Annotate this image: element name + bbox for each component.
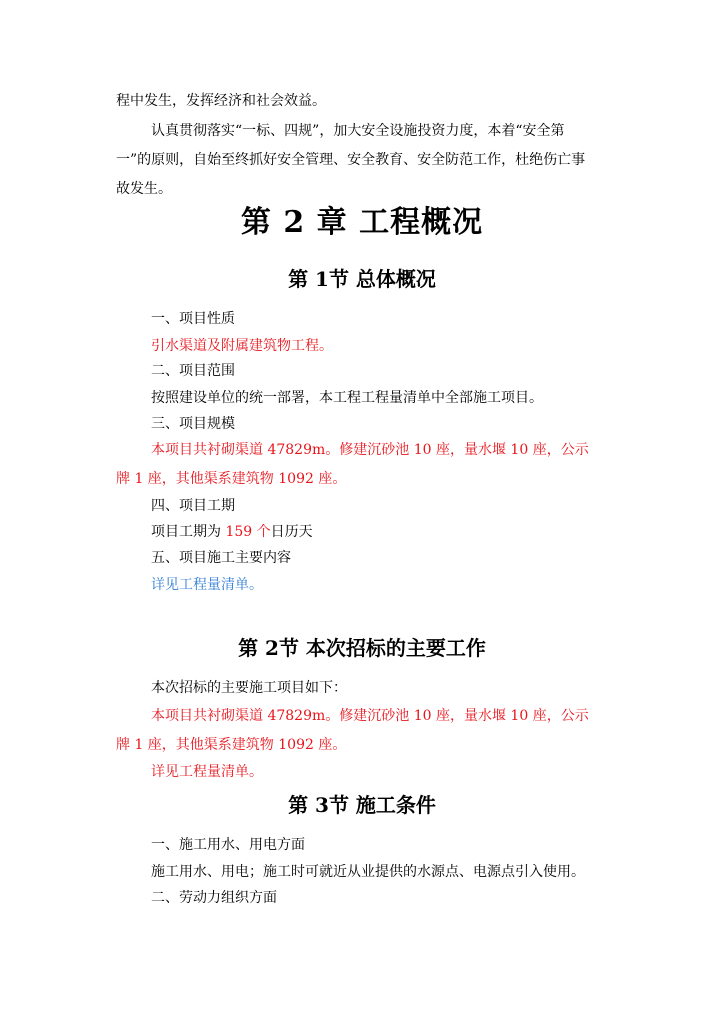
project-nature-text: 引水渠道及附属建筑物工程。: [151, 338, 333, 354]
intro-line-2: 认真贯彻落实“一标、四规”，加大安全设施投资力度，本着“安全第: [151, 123, 565, 139]
project-scope-heading: 二、项目范围: [151, 363, 235, 379]
labor-heading: 二、劳动力组织方面: [151, 890, 277, 906]
project-scale-line-2: 牌 1 座，其他渠系建筑物 1092 座。: [116, 471, 347, 487]
tender-detail: 详见工程量清单。: [151, 764, 263, 780]
period-suffix: 日历天: [270, 524, 313, 540]
project-period-heading: 四、项目工期: [151, 498, 235, 514]
project-scale-line-1: 本项目共衬砌渠道 47829m。修建沉砂池 10 座，量水堰 10 座，公示: [151, 442, 589, 458]
intro-line-3: 一”的原则，自始至终抓好安全管理、安全教育、安全防范工作，杜绝伤亡事: [116, 152, 586, 168]
section-3-title: 第 3节 施工条件: [288, 793, 436, 817]
project-nature-heading: 一、项目性质: [151, 311, 235, 327]
water-power-heading: 一、施工用水、用电方面: [151, 837, 305, 853]
project-scope-text: 按照建设单位的统一部署，本工程工程量清单中全部施工项目。: [151, 390, 543, 406]
chapter-title: 第 2 章 工程概况: [240, 205, 484, 240]
tender-scale-line-1: 本项目共衬砌渠道 47829m。修建沉砂池 10 座，量水堰 10 座，公示: [151, 708, 589, 724]
section-2-title: 第 2节 本次招标的主要工作: [238, 636, 486, 660]
section-1-title: 第 1节 总体概况: [288, 267, 436, 291]
water-power-text: 施工用水、用电；施工时可就近从业提供的水源点、电源点引入使用。: [151, 864, 585, 880]
tender-intro: 本次招标的主要施工项目如下：: [151, 680, 347, 696]
period-prefix: 项目工期为: [151, 524, 226, 540]
period-value: 159 个: [225, 524, 271, 540]
project-scale-heading: 三、项目规模: [151, 416, 235, 432]
intro-line-4: 故发生。: [116, 181, 172, 197]
tender-scale-line-2: 牌 1 座，其他渠系建筑物 1092 座。: [116, 737, 347, 753]
intro-line-1: 程中发生，发挥经济和社会效益。: [116, 93, 326, 109]
project-content-heading: 五、项目施工主要内容: [151, 550, 291, 566]
project-content-text: 详见工程量清单。: [151, 577, 263, 593]
project-period-text: [151, 523, 313, 541]
